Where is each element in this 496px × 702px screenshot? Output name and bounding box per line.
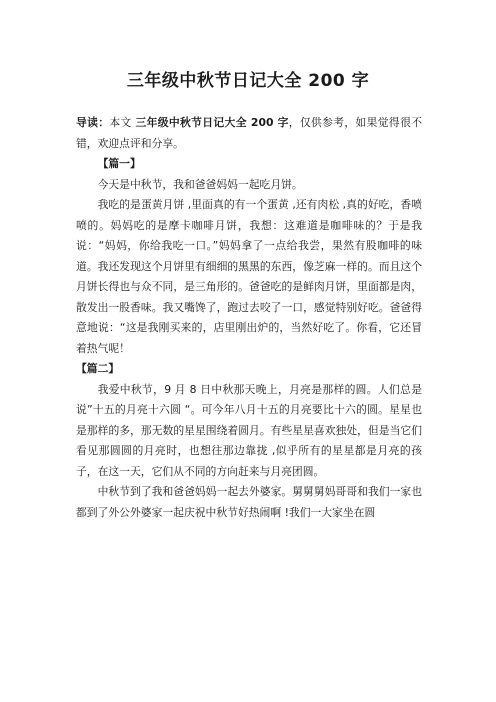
section-1-paragraph-1: 今天是中秋节，我和爸爸妈妈一起吃月饼。 (97, 177, 303, 191)
section-heading-1: 【篇一】 (97, 157, 141, 170)
lead-doc-title: 三年级中秋节日记大全 200 字 (135, 116, 289, 129)
lead-prefix: 本文 (109, 116, 136, 129)
section-1-paragraph-2: 我吃的是蛋黄月饼 ,里面真的有一个蛋黄 ,还有肉松 ,真的好吃，香喷喷的。妈妈吃的是摩卡咖啡月饼，我想：这难道是咖啡味的？于是我说：“妈妈，你给我吃一口。”妈妈拿了一点给我尝，果然有股咖啡的味道。我还发现这个月饼里有细细的黑黑的东西，像芝麻一样的。而且这个月饼长得也与众不同，是三角形的。爸爸吃的是鲜肉月饼，里面都是肉，散发出一股香味。我又嘴馋了，跑过去咬了一口，感觉特别好吃。爸爸得意地说：“这是我刚买来的，店里刚出炉的，当然好吃了。你看，它还冒着热气呢！ (76, 198, 422, 355)
lead-suffix: ，仅供参考，如果觉得很不错，欢迎点评和分享。 (76, 116, 423, 150)
lead-label: 导读： (76, 116, 110, 129)
document-title: 三年级中秋节日记大全 200 字 (126, 71, 370, 91)
document-body (76, 113, 422, 523)
section-heading-2: 【篇二】 (76, 362, 120, 375)
lead-paragraph (76, 113, 422, 154)
section-2-paragraph-2: 中秋节到了我和爸爸妈妈一起去外婆家。舅舅舅妈哥哥和我们一家也都到了外公外婆家一起庆祝中秋节好热闹啊 !我们一大家坐在圆 (76, 485, 422, 519)
section-2-paragraph-1: 我爱中秋节，9 月 8 日中秋那天晚上，月亮是那样的圆。人们总是说”十五的月亮十六圆 “。可今年八月十五的月亮要比十六的圆。星星也是那样的多，那无数的星星围绕着圆月。有些星星喜欢独处，但是当它们看见那圆圆的月亮时，也想往那边靠拢 ,似乎所有的星星都是月亮的孩子，在这一天，它们从不同的方向赶来与月亮团圆。 (76, 382, 422, 478)
